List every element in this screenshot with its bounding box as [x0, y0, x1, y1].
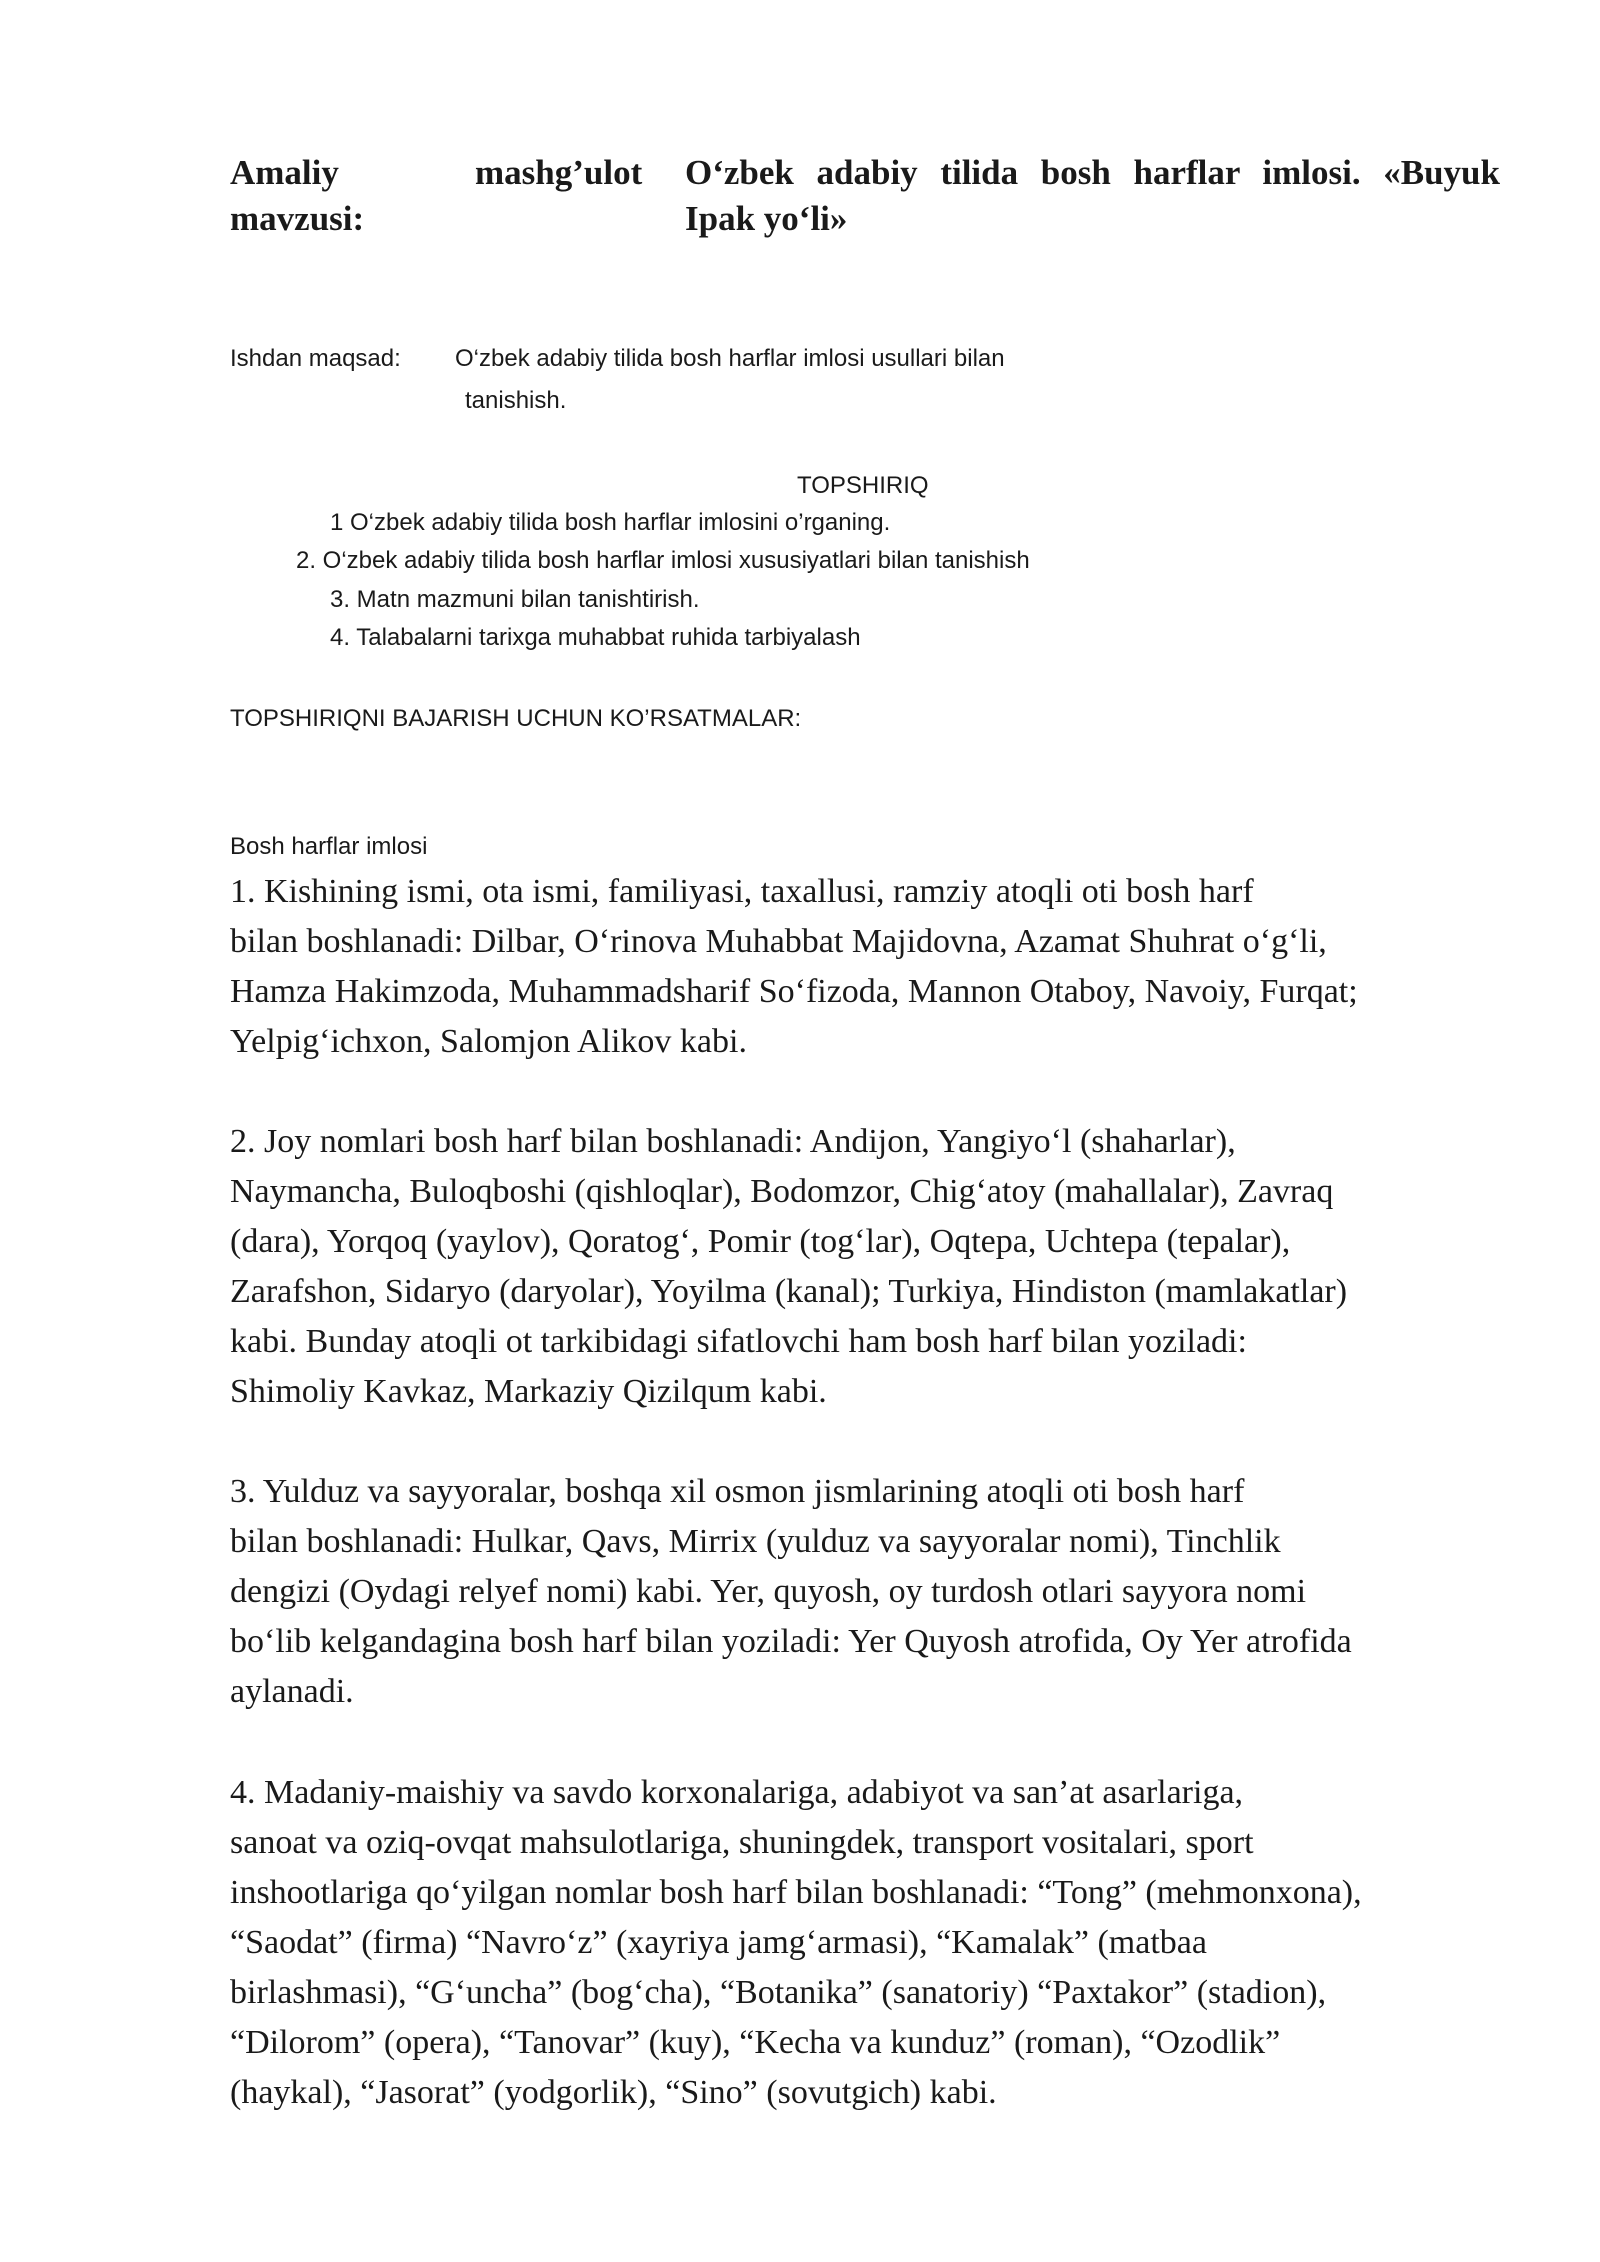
task-item: 4. Talabalarni tarixga muhabbat ruhida tarbiyalash	[330, 624, 861, 651]
topic-title-line: Ipak yo‘li»	[685, 199, 848, 238]
task-item: 1 O‘zbek adabiy tilida bosh harflar imlosini o’rganing.	[330, 509, 891, 536]
paragraph-line: bo‘lib kelgandagina bosh harf bilan yoziladi: Yer Quyosh atrofida, Oy Yer atrofida	[230, 1623, 1352, 1660]
paragraph-line: kabi. Bunday atoqli ot tarkibidagi sifatlovchi ham bosh harf bilan yoziladi:	[230, 1323, 1247, 1360]
paragraph-line: Naymancha, Buloqboshi (qishloqlar), Bodomzor, Chig‘atoy (mahallalar), Zavraq	[230, 1173, 1334, 1210]
instructions-title: TOPSHIRIQNI BAJARISH UCHUN KO’RSATMALAR:	[230, 705, 802, 732]
paragraph-line: aylanadi.	[230, 1673, 354, 1710]
paragraph-line: Yelpig‘ichxon, Salomjon Alikov kabi.	[230, 1023, 747, 1060]
paragraph-line: 2. Joy nomlari bosh harf bilan boshlanadi: Andijon, Yangiyo‘l (shaharlar),	[230, 1123, 1236, 1160]
paragraph-line: 1. Kishining ismi, ota ismi, familiyasi, taxallusi, ramziy atoqli oti bosh harf	[230, 873, 1254, 910]
paragraph-line: (haykal), “Jasorat” (yodgorlik), “Sino” (sovutgich) kabi.	[230, 2074, 997, 2111]
paragraph-line: Shimoliy Kavkaz, Markaziy Qizilqum kabi.	[230, 1373, 827, 1410]
paragraph-line: “Dilorom” (opera), “Tanovar” (kuy), “Kecha va kunduz” (roman), “Ozodlik”	[230, 2024, 1281, 2061]
paragraph-line: bilan boshlanadi: Dilbar, O‘rinova Muhabbat Majidovna, Azamat Shuhrat o‘g‘li,	[230, 923, 1327, 960]
topic-title	[685, 150, 1500, 242]
paragraph-line: dengizi (Oydagi relyef nomi) kabi. Yer, quyosh, oy turdosh otlari sayyora nomi	[230, 1573, 1307, 1610]
paragraph-line: inshootlariga qo‘yilgan nomlar bosh harf bilan boshlanadi: “Tong” (mehmonxona),	[230, 1874, 1362, 1911]
goal-text-line: O‘zbek adabiy tilida bosh harflar imlosi usullari bilan	[455, 345, 1005, 372]
body-paragraph	[230, 1117, 1490, 1417]
task-item: 3. Matn mazmuni bilan tanishtirish.	[330, 586, 700, 613]
body-paragraph	[230, 1467, 1490, 1717]
paragraph-line: (dara), Yorqoq (yaylov), Qoratog‘, Pomir (tog‘lar), Oqtepa, Uchtepa (tepalar),	[230, 1223, 1291, 1260]
paragraph-line: bilan boshlanadi: Hulkar, Qavs, Mirrix (yulduz va sayyoralar nomi), Tinchlik	[230, 1523, 1281, 1560]
body-paragraph	[230, 867, 1490, 1067]
paragraph-line: Hamza Hakimzoda, Muhammadsharif So‘fizoda, Mannon Otaboy, Navoiy, Furqat;	[230, 973, 1358, 1010]
paragraph-line: 3. Yulduz va sayyoralar, boshqa xil osmon jismlarining atoqli oti bosh harf	[230, 1473, 1245, 1510]
goal-text-line: tanishish.	[465, 387, 567, 414]
body-paragraph	[230, 1768, 1490, 2118]
paragraph-line: 4. Madaniy-maishiy va savdo korxonalariga, adabiyot va san’at asarlariga,	[230, 1774, 1244, 1811]
section-title: Bosh harflar imlosi	[230, 833, 428, 860]
paragraph-line: “Saodat” (firma) “Navro‘z” (xayriya jamg‘armasi), “Kamalak” (matbaa	[230, 1924, 1207, 1961]
topic-label-word: mavzusi:	[230, 199, 365, 238]
task-title: TOPSHIRIQ	[797, 472, 929, 499]
paragraph-line: Zarafshon, Sidaryo (daryolar), Yoyilma (kanal); Turkiya, Hindiston (mamlakatlar)	[230, 1273, 1348, 1310]
paragraph-line: sanoat va oziq-ovqat mahsulotlariga, shuningdek, transport vositalari, sport	[230, 1824, 1254, 1861]
paragraph-line: birlashmasi), “G‘uncha” (bog‘cha), “Botanika” (sanatoriy) “Paxtakor” (stadion),	[230, 1974, 1327, 2011]
topic-label-word: Amaliy	[230, 153, 339, 192]
task-item: 2. O‘zbek adabiy tilida bosh harflar imlosi xususiyatlari bilan tanishish	[296, 547, 1030, 574]
topic-title-line: O‘zbek adabiy tilida bosh harflar imlosi. «Buyuk	[685, 153, 1500, 192]
topic-label-word: mashg’ulot	[475, 153, 643, 192]
goal-label: Ishdan maqsad:	[230, 345, 401, 372]
